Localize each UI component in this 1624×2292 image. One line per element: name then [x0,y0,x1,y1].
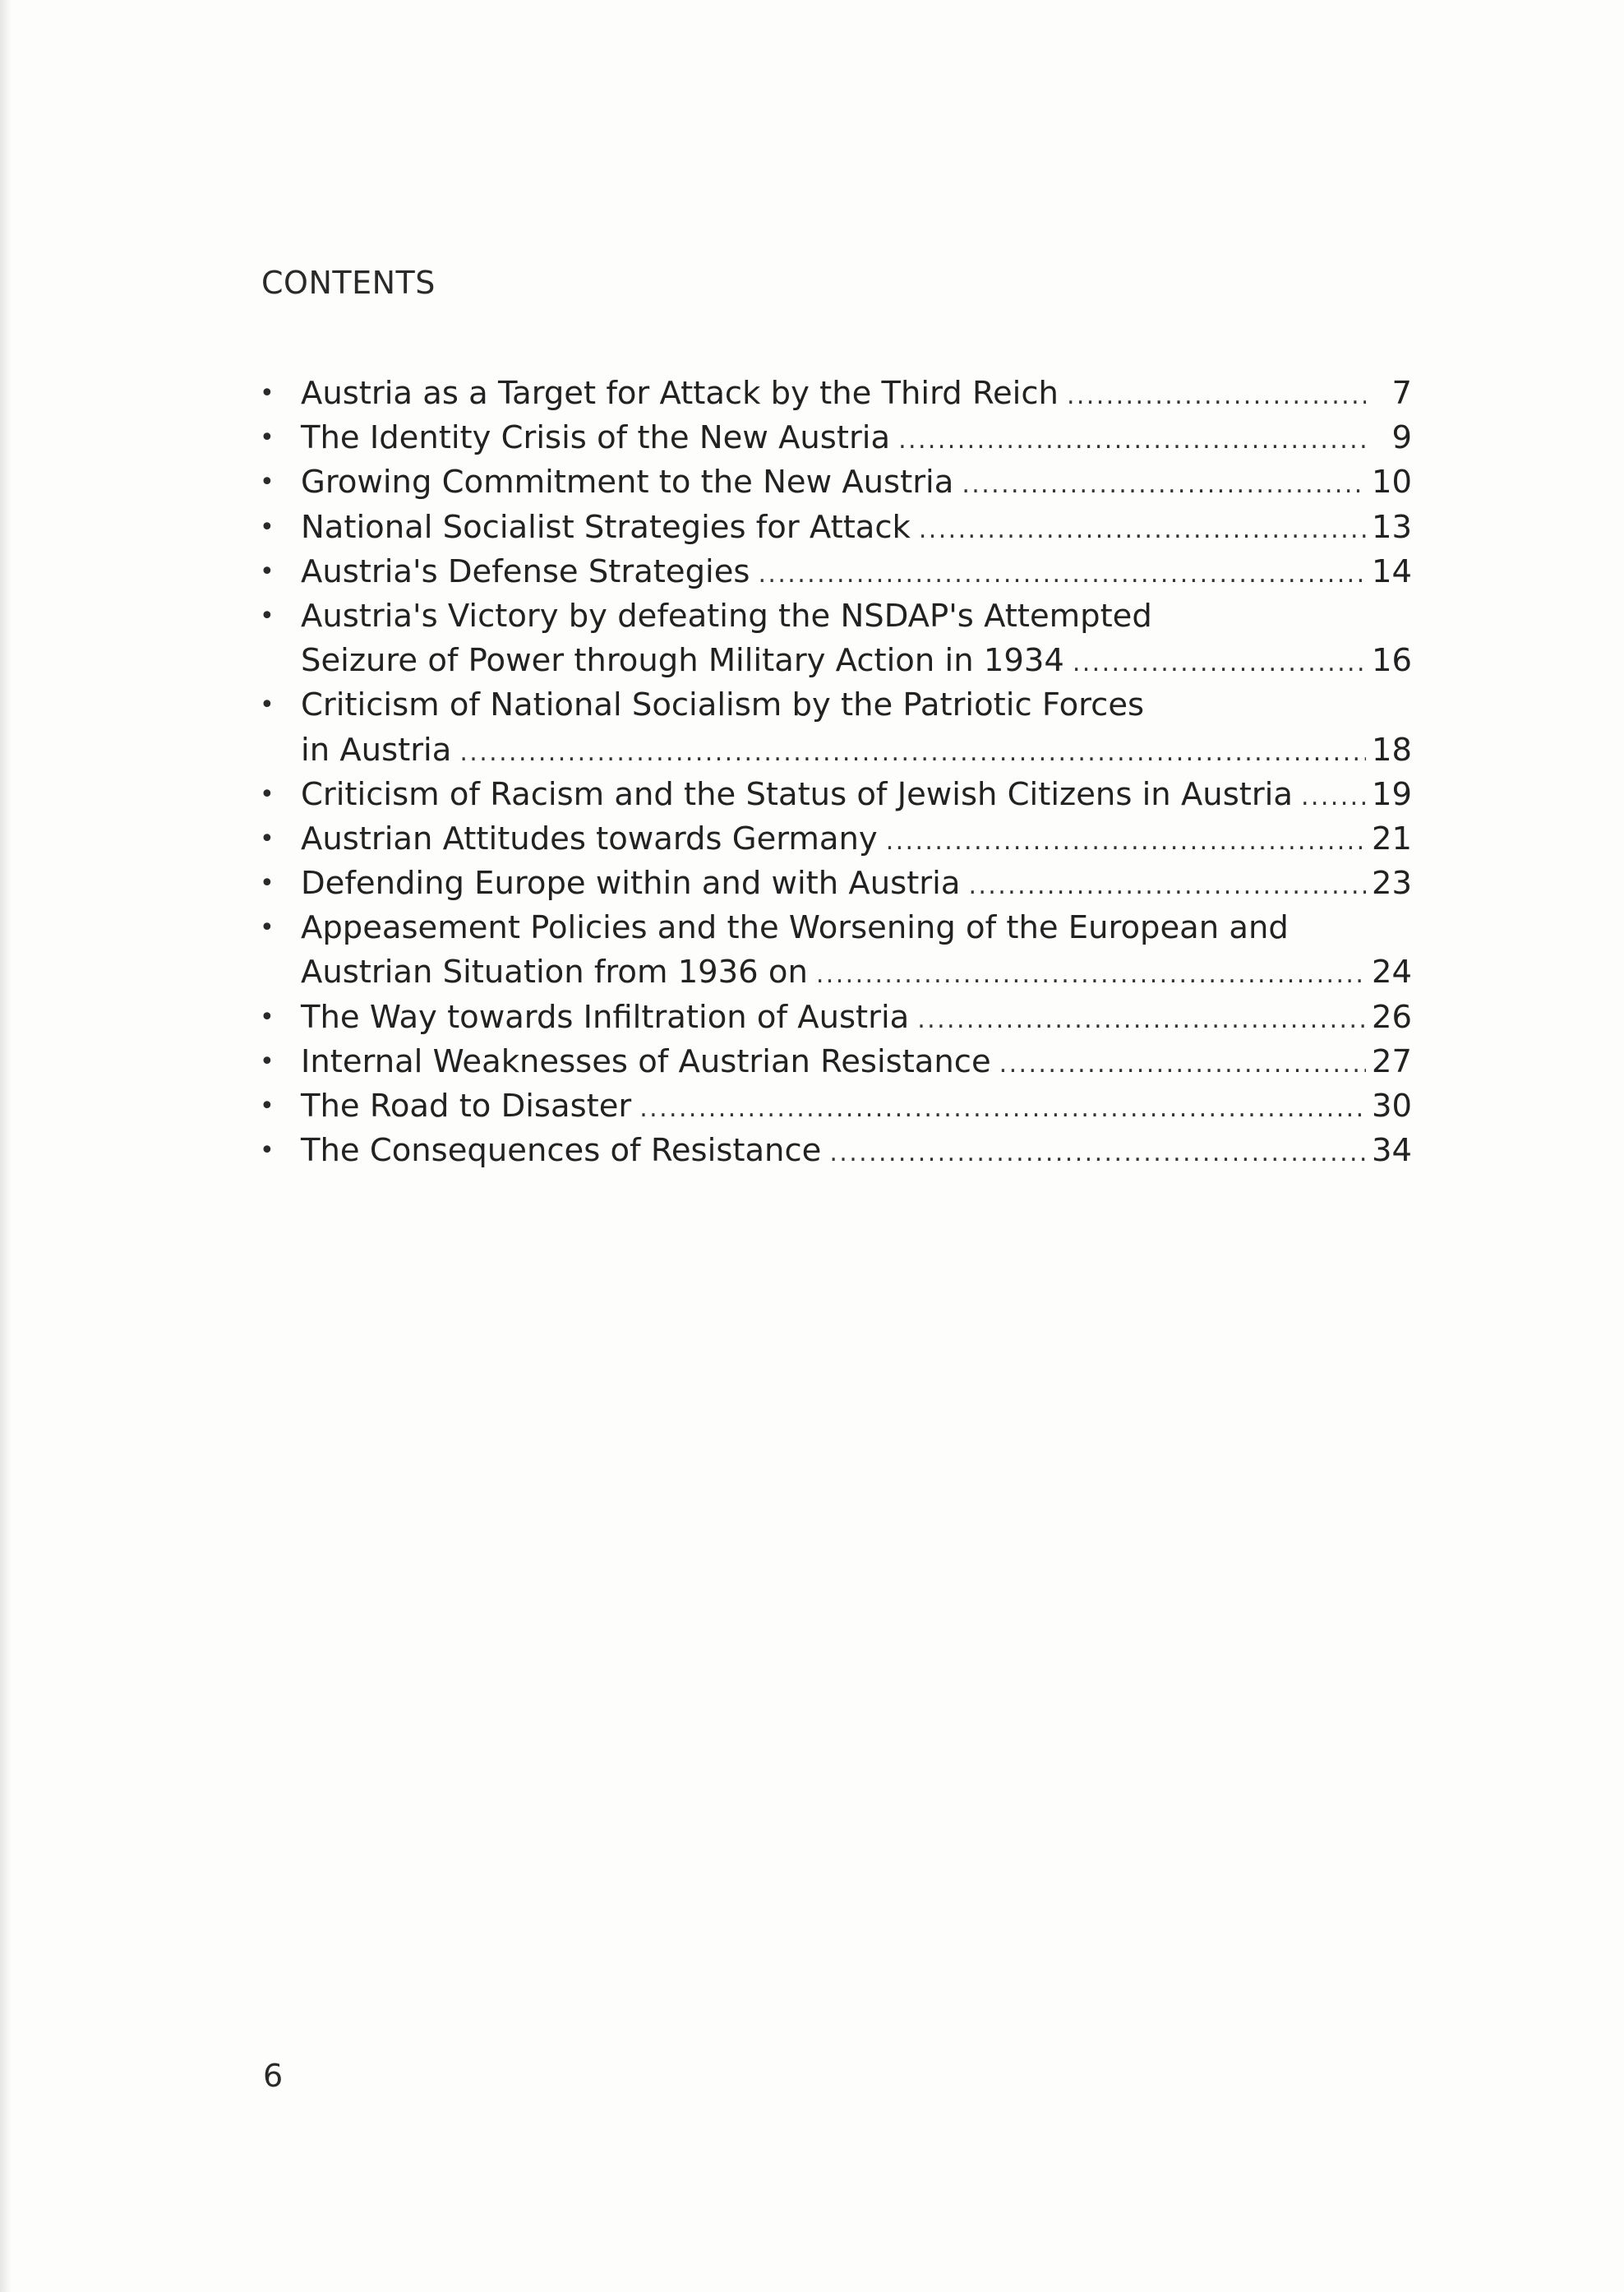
page-edge-shadow [0,0,12,2292]
toc-page-number: 27 [1372,1042,1412,1080]
toc-entry-title: Growing Commitment to the New Austria [301,464,954,501]
bullet-icon: • [260,1002,275,1032]
toc-entry-line [260,996,1410,1040]
toc-entry-line [260,906,1410,950]
toc-entry [260,1129,1410,1173]
toc-entry-line [260,550,1410,594]
dot-leader [919,508,1366,552]
toc-entry-line [260,416,1410,460]
bullet-icon: • [260,468,275,497]
dot-leader [816,953,1366,997]
toc-entry [260,817,1410,862]
bullet-icon: • [260,512,275,542]
bullet-icon: • [260,913,275,943]
toc-entry-title: Austria's Defense Strategies [301,552,750,590]
dot-leader [968,864,1366,908]
toc-entry-title: National Socialist Strategies for Attack [301,508,911,546]
bullet-icon: • [260,423,275,453]
dot-leader [886,820,1366,864]
dot-leader [829,1131,1366,1176]
bullet-icon: • [260,379,275,408]
toc-page-number: 13 [1372,508,1412,546]
bullet-icon: • [260,1092,275,1121]
page-number-footer: 6 [263,2058,284,2094]
toc-entry-line [260,773,1410,817]
toc-entry [260,460,1410,505]
toc-entry [260,773,1410,817]
toc-entry-line [260,639,1410,683]
toc-page-number: 23 [1372,865,1412,903]
dot-leader [962,463,1366,507]
toc-entry-line [260,950,1410,995]
toc-entry-line [260,1040,1410,1084]
bullet-icon: • [260,869,275,899]
toc-page-number: 19 [1372,775,1412,813]
toc-entry [260,862,1410,906]
toc-page-number: 34 [1372,1132,1412,1170]
dot-leader [999,1042,1366,1087]
toc-entry-title: in Austria [301,731,452,769]
toc-entry [260,594,1410,683]
bullet-icon: • [260,824,275,853]
toc-entry-title: Austria as a Target for Attack by the Third Reich [301,375,1059,412]
toc-entry-line [260,728,1410,773]
bullet-icon: • [260,1136,275,1166]
toc-entry [260,550,1410,594]
toc-page-number: 24 [1372,954,1412,991]
toc-entry [260,416,1410,460]
toc-entry-title: Internal Weaknesses of Austrian Resistance [301,1042,991,1080]
bullet-icon: • [260,779,275,809]
toc-page-number: 9 [1391,419,1412,457]
toc-entry-line [260,460,1410,505]
toc-entry [260,1040,1410,1084]
toc-entry-title: The Road to Disaster [301,1088,632,1125]
toc-entry-title: Defending Europe within and with Austria [301,865,961,903]
toc-entry-line [260,817,1410,862]
toc-entry-title: The Way towards Infiltration of Austria [301,998,910,1036]
toc-entry-line [260,1129,1410,1173]
bullet-icon: • [260,691,275,720]
toc-page-number: 21 [1372,820,1412,857]
table-of-contents [260,372,1410,1173]
toc-page-number: 7 [1391,375,1412,412]
dot-leader [898,418,1366,463]
toc-entry-title: Appeasement Policies and the Worsening of the European and [301,909,1289,947]
bullet-icon: • [260,557,275,586]
toc-entry-title: Austrian Attitudes towards Germany [301,820,878,857]
toc-entry-title: Seizure of Power through Military Action in 1934 [301,642,1064,680]
toc-entry-line [260,594,1410,639]
toc-entry-title: Criticism of National Socialism by the Patriotic Forces [301,686,1145,724]
toc-entry-line [260,506,1410,550]
toc-entry [260,1084,1410,1129]
dot-leader [639,1087,1366,1131]
toc-page-number: 26 [1372,998,1412,1036]
dot-leader [917,998,1366,1042]
dot-leader [459,731,1366,775]
toc-entry [260,506,1410,550]
bullet-icon: • [260,1047,275,1076]
toc-page-number: 30 [1372,1088,1412,1125]
bullet-icon: • [260,601,275,631]
toc-entry-line [260,683,1410,728]
toc-entry [260,372,1410,416]
toc-entry [260,996,1410,1040]
toc-entry-title: The Consequences of Resistance [301,1132,822,1170]
contents-heading: CONTENTS [261,265,436,301]
toc-entry-title: The Identity Crisis of the New Austria [301,419,891,457]
dot-leader [758,552,1366,597]
toc-entry [260,683,1410,772]
toc-entry-line [260,1084,1410,1129]
toc-entry-title: Austrian Situation from 1936 on [301,954,808,991]
toc-entry [260,906,1410,995]
toc-entry-title: Austria's Victory by defeating the NSDAP's Attempted [301,597,1152,635]
toc-page-number: 16 [1372,642,1412,680]
toc-entry-title: Criticism of Racism and the Status of Jewish Citizens in Austria [301,775,1293,813]
toc-entry-line [260,862,1410,906]
toc-page-number: 10 [1372,464,1412,501]
toc-page-number: 14 [1372,552,1412,590]
toc-entry-line [260,372,1410,416]
toc-page-number: 18 [1372,731,1412,769]
